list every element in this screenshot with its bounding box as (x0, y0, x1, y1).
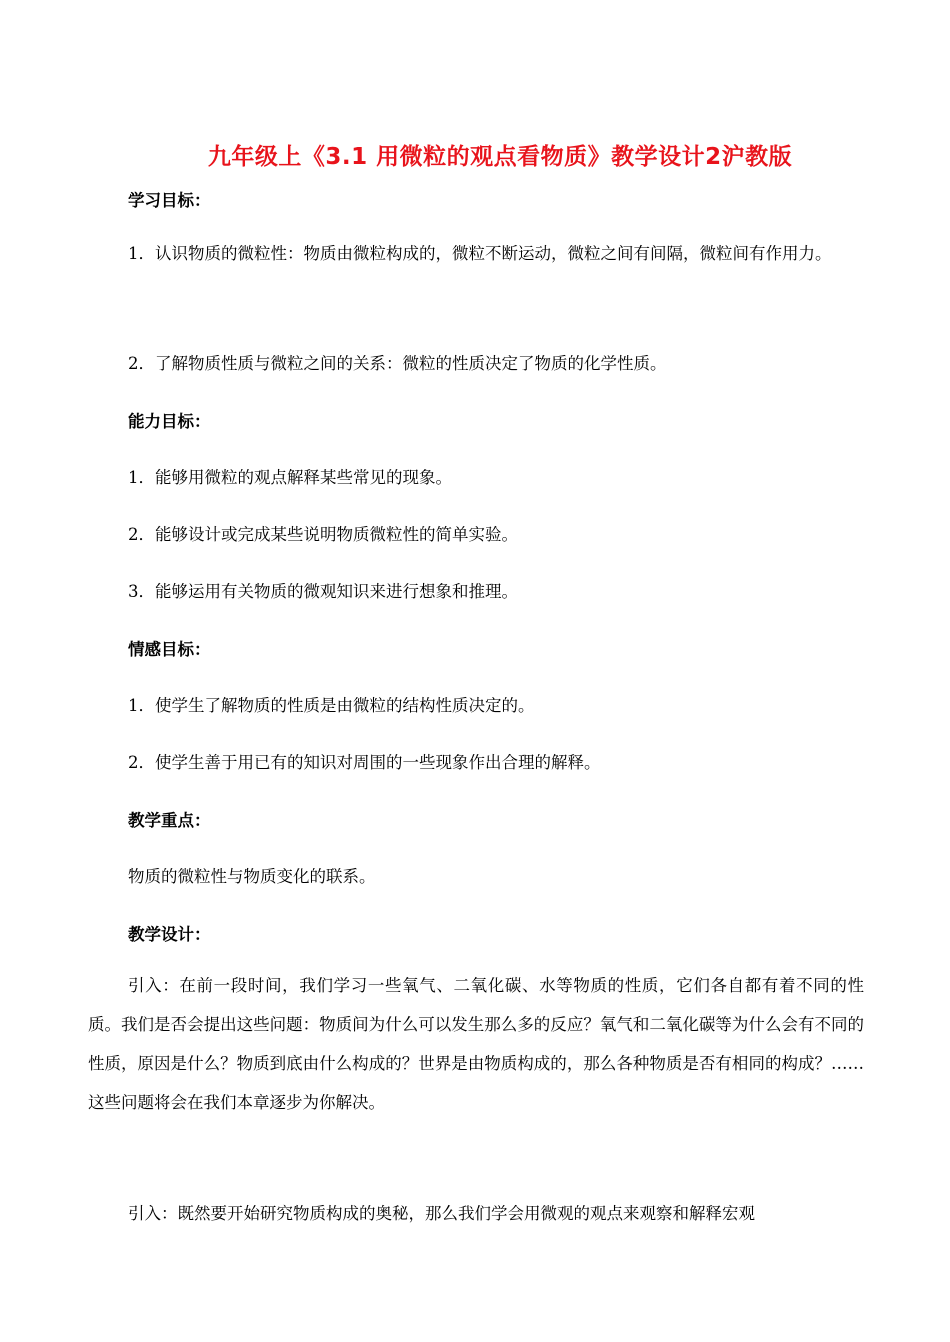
learning-goal-item: 2．了解物质性质与微粒之间的关系：微粒的性质决定了物质的化学性质。 (128, 354, 667, 373)
design-paragraph: 引入：既然要开始研究物质构成的奥秘，那么我们学会用微观的观点来观察和解释宏观 (128, 1204, 755, 1223)
learning-goal-item: 1．认识物质的微粒性：物质由微粒构成的，微粒不断运动，微粒之间有间隔，微粒间有作用力。 (128, 244, 832, 263)
emotion-goal-item: 1．使学生了解物质的性质是由微粒的结构性质决定的。 (128, 696, 535, 715)
ability-goal-item: 3．能够运用有关物质的微观知识来进行想象和推理。 (128, 582, 518, 601)
section-heading-emotion-goals: 情感目标： (128, 640, 211, 659)
section-heading-design: 教学设计： (128, 925, 211, 944)
section-heading-ability-goals: 能力目标： (128, 412, 211, 431)
document-title: 九年级上《3.1 用微粒的观点看物质》教学设计2沪教版 (207, 144, 793, 170)
design-paragraph: 引入：在前一段时间，我们学习一些氧气、二氧化碳、水等物质的性质，它们各自都有着不同的性质。我们是否会提出这些问题：物质间为什么可以发生那么多的反应？氧气和二氧化碳等为什么会有不同的性质，原因是什么？物质到底由什么构成的？世界是由物质构成的，那么各种物质是否有相同的构成？……这些问题将会在我们本章逐步为你解决。 (88, 976, 864, 1112)
key-points-text: 物质的微粒性与物质变化的联系。 (128, 867, 376, 886)
ability-goal-item: 1．能够用微粒的观点解释某些常见的现象。 (128, 468, 452, 487)
section-heading-key-points: 教学重点： (128, 811, 211, 830)
ability-goal-item: 2．能够设计或完成某些说明物质微粒性的简单实验。 (128, 525, 518, 544)
section-heading-learning-goals: 学习目标： (128, 191, 211, 210)
emotion-goal-item: 2．使学生善于用已有的知识对周围的一些现象作出合理的解释。 (128, 753, 601, 772)
